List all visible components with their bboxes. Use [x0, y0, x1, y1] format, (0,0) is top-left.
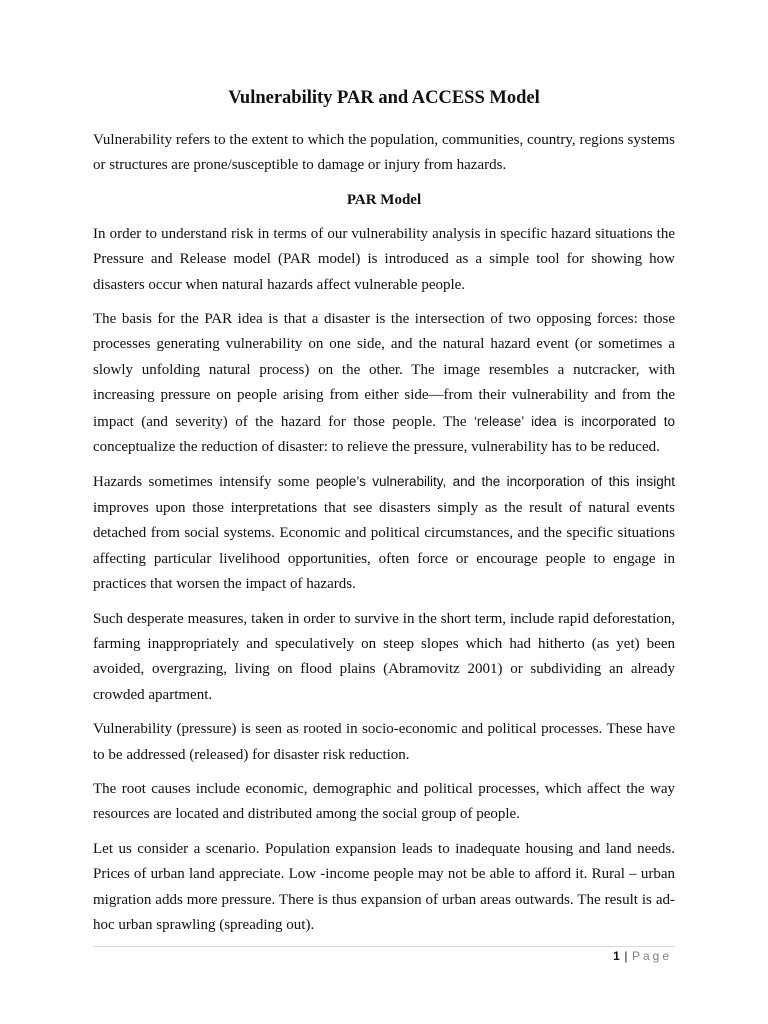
paragraph-2-part-a: The basis for the PAR idea is that a disaster is the intersection of two opposing forces: those processes generating vulnerability on one side, and the natural hazard event (or sometimes a slowly unfolding natural process) on the other. The image resembles a nutcracker, with increasing pressure on people arising from either side—from their vulnerability and from the impact (and severity) of the hazard for those people. The: [93, 311, 675, 430]
page-label: Page: [631, 949, 672, 963]
paragraph-5: Vulnerability (pressure) is seen as rooted in socio-economic and political processes. These have to be addressed (released) for disaster risk reduction.: [93, 721, 675, 763]
paragraph-3-part-b: people’s vulnerability, and the incorporation of this insight: [315, 474, 675, 490]
intro-paragraph: Vulnerability refers to the extent to which the population, communities, country, regions systems or structures are prone/susceptible to damage or injury from hazards.: [93, 132, 675, 174]
page-footer: [613, 947, 672, 965]
paragraph-4: Such desperate measures, taken in order to survive in the short term, include rapid deforestation, farming inappropriately and speculatively on steep slopes which had hitherto (as yet) been avoided, overgrazing, living on flood plains (Abramovitz 2001) or subdividing an already crowded apartment.: [93, 610, 675, 703]
section-heading: PAR Model: [346, 191, 422, 208]
paragraph-2: [93, 307, 675, 460]
footer-separator: |: [624, 949, 628, 963]
paragraph-7: Let us consider a scenario. Population expansion leads to inadequate housing and land needs. Prices of urban land appreciate. Low -income people may not be able to afford it. Rural – urban migration adds more pressure. There is thus expansion of urban areas outwards. The result is ad- hoc urban sprawling (spreading out).: [93, 840, 675, 933]
document-title: Vulnerability PAR and ACCESS Model: [228, 88, 540, 108]
page-number: 1: [613, 949, 621, 963]
document-body: [93, 84, 675, 947]
paragraph-1: In order to understand risk in terms of our vulnerability analysis in specific hazard situations the Pressure and Release model (PAR model) is introduced as a simple tool for showing how disasters occur when natural hazards affect vulnerable people.: [93, 225, 675, 293]
paragraph-6: The root causes include economic, demographic and political processes, which affect the way resources are located and distributed among the social group of people.: [93, 780, 675, 823]
footer-divider: [93, 946, 675, 947]
paragraph-3: [93, 469, 675, 597]
paragraph-3-part-c: improves upon those interpretations that see disasters simply as the result of natural events detached from social systems. Economic and political circumstances, and the specific situations affecting particular livelihood opportunities, often force or encourage people to engage in practices that worsen the impact of hazards.: [93, 499, 675, 593]
paragraph-2-part-b: ‘release’ idea is incorporated to: [473, 413, 675, 429]
paragraph-3-part-a: Hazards sometimes intensify some: [93, 474, 316, 491]
paragraph-2-part-c: conceptualize the reduction of disaster: to relieve the pressure, vulnerability has to be reduced.: [93, 439, 660, 456]
